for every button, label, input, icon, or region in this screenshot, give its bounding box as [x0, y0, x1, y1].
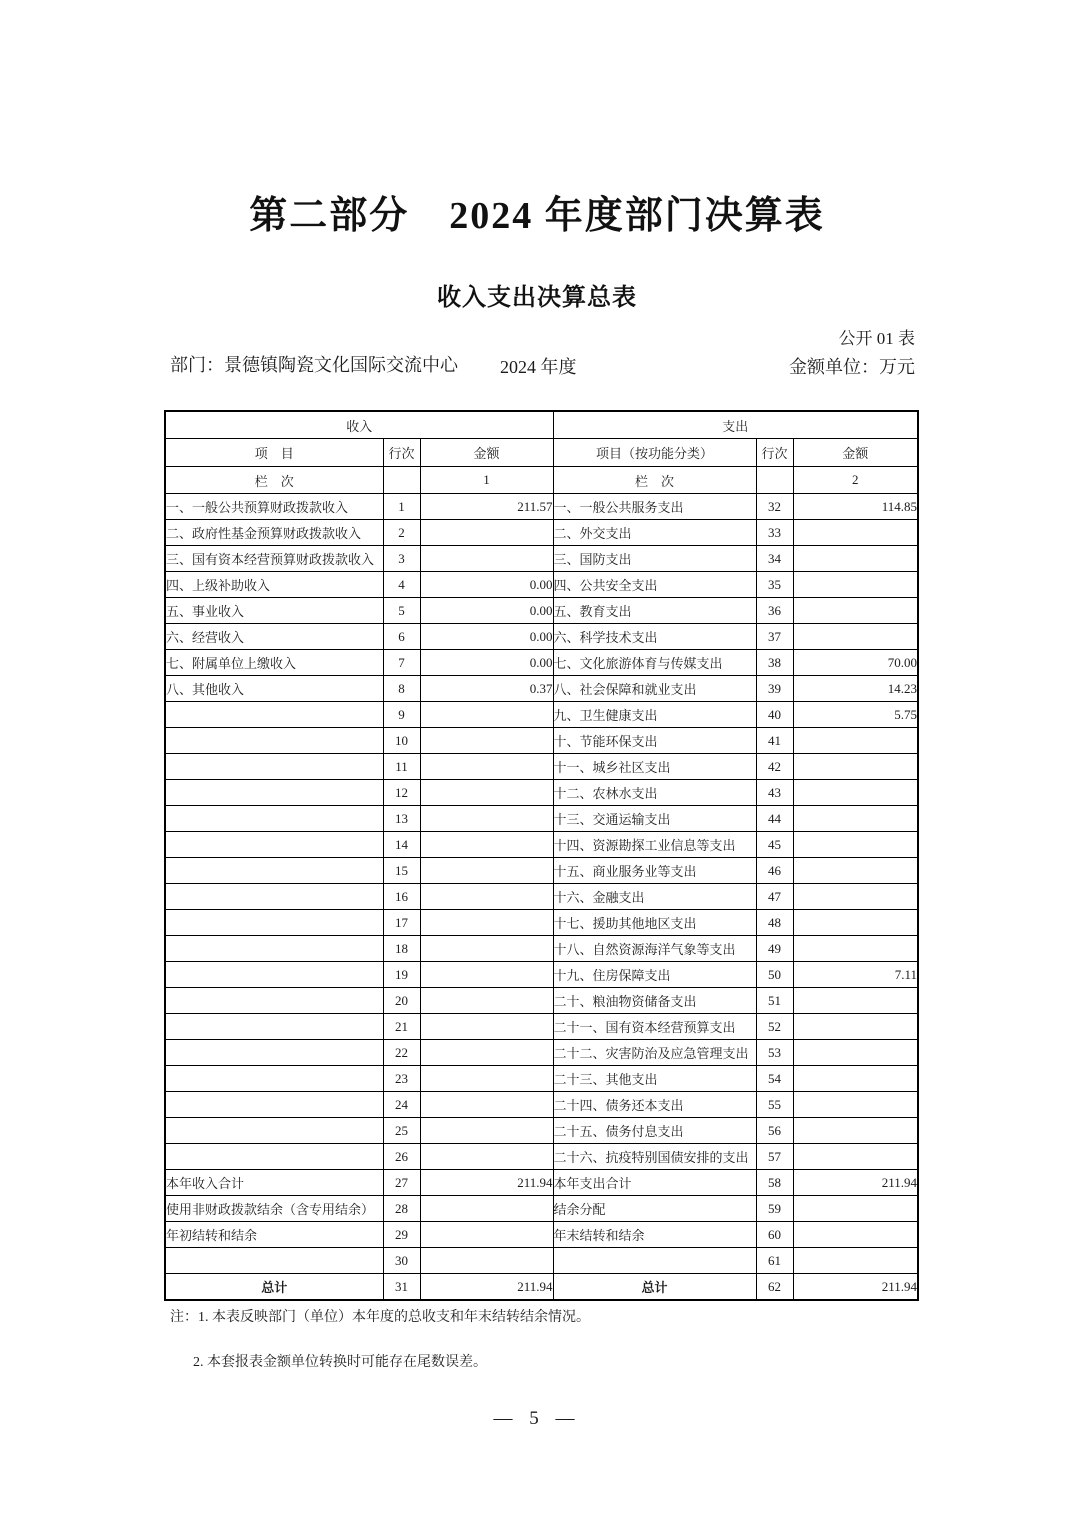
expense-amount-cell — [793, 936, 918, 962]
income-section-header: 收入 — [165, 411, 553, 439]
expense-amount-cell — [793, 1066, 918, 1092]
income-line-no-cell: 12 — [383, 780, 420, 806]
expense-line-no-cell: 36 — [756, 598, 793, 624]
income-amount-cell: 0.00 — [420, 624, 553, 650]
expense-item-cell: 十四、资源勘探工业信息等支出 — [553, 832, 756, 858]
income-line-no-cell: 1 — [383, 494, 420, 520]
income-item-cell — [165, 806, 383, 832]
expense-line-no-cell: 44 — [756, 806, 793, 832]
expense-amount-cell — [793, 572, 918, 598]
income-line-no-cell: 28 — [383, 1196, 420, 1222]
income-line-no-cell: 3 — [383, 546, 420, 572]
expense-amount-cell: 211.94 — [793, 1170, 918, 1196]
table-row — [165, 1274, 918, 1301]
income-amount-cell — [420, 1248, 553, 1274]
income-line-no-cell: 25 — [383, 1118, 420, 1144]
income-line-no-cell: 16 — [383, 884, 420, 910]
income-amount-cell — [420, 910, 553, 936]
income-amount-cell — [420, 754, 553, 780]
expense-line-no-cell: 41 — [756, 728, 793, 754]
expense-amount-header: 金额 — [793, 439, 918, 467]
expense-item-cell: 八、社会保障和就业支出 — [553, 676, 756, 702]
expense-amount-cell — [793, 728, 918, 754]
table-row — [165, 702, 918, 728]
income-amount-cell — [420, 832, 553, 858]
expense-line-no-cell: 53 — [756, 1040, 793, 1066]
income-amount-cell — [420, 546, 553, 572]
expense-line-no-cell: 62 — [756, 1274, 793, 1301]
income-amount-cell — [420, 1118, 553, 1144]
expense-item-cell — [553, 1248, 756, 1274]
expense-item-cell: 二十五、债务付息支出 — [553, 1118, 756, 1144]
table-body — [165, 494, 918, 1301]
income-amount-cell — [420, 1092, 553, 1118]
expense-item-cell: 七、文化旅游体育与传媒支出 — [553, 650, 756, 676]
income-amount-cell — [420, 962, 553, 988]
table-row — [165, 1092, 918, 1118]
expense-item-cell: 十七、援助其他地区支出 — [553, 910, 756, 936]
income-item-cell: 七、附属单位上缴收入 — [165, 650, 383, 676]
expense-line-no-cell: 49 — [756, 936, 793, 962]
income-item-cell — [165, 728, 383, 754]
expense-line-no-cell: 40 — [756, 702, 793, 728]
expense-line-no-cell: 32 — [756, 494, 793, 520]
income-item-cell: 三、国有资本经营预算财政拨款收入 — [165, 546, 383, 572]
expense-item-cell: 二十一、国有资本经营预算支出 — [553, 1014, 756, 1040]
table-row — [165, 1144, 918, 1170]
expense-item-cell: 十三、交通运输支出 — [553, 806, 756, 832]
expense-item-cell: 十二、农林水支出 — [553, 780, 756, 806]
table-row — [165, 988, 918, 1014]
expense-line-no-cell: 47 — [756, 884, 793, 910]
expense-item-cell: 三、国防支出 — [553, 546, 756, 572]
income-amount-cell — [420, 1014, 553, 1040]
expense-column-number: 2 — [793, 467, 918, 494]
income-line-no-cell: 8 — [383, 676, 420, 702]
expense-amount-cell — [793, 910, 918, 936]
expense-line-no-cell: 59 — [756, 1196, 793, 1222]
expense-line-no-cell: 50 — [756, 962, 793, 988]
income-line-no-header: 行次 — [383, 439, 420, 467]
expense-item-header: 项目（按功能分类） — [553, 439, 756, 467]
expense-line-no-cell: 60 — [756, 1222, 793, 1248]
income-amount-cell — [420, 858, 553, 884]
expense-amount-cell — [793, 1118, 918, 1144]
income-line-no-cell: 21 — [383, 1014, 420, 1040]
income-item-cell — [165, 962, 383, 988]
income-item-cell — [165, 1014, 383, 1040]
income-amount-cell — [420, 884, 553, 910]
expense-amount-cell: 70.00 — [793, 650, 918, 676]
income-item-cell — [165, 988, 383, 1014]
income-item-header: 项 目 — [165, 439, 383, 467]
expense-amount-cell: 5.75 — [793, 702, 918, 728]
expense-line-no-cell: 51 — [756, 988, 793, 1014]
income-line-no-cell: 23 — [383, 1066, 420, 1092]
table-row — [165, 884, 918, 910]
expense-amount-cell — [793, 780, 918, 806]
expense-amount-cell: 211.94 — [793, 1274, 918, 1301]
income-amount-cell — [420, 520, 553, 546]
income-item-cell: 本年收入合计 — [165, 1170, 383, 1196]
income-line-no-cell: 30 — [383, 1248, 420, 1274]
expense-item-cell: 二十、粮油物资储备支出 — [553, 988, 756, 1014]
table-row — [165, 676, 918, 702]
part-title: 第二部分 2024 年度部门决算表 — [249, 195, 825, 237]
income-amount-header: 金额 — [420, 439, 553, 467]
income-line-no-cell: 7 — [383, 650, 420, 676]
expense-amount-cell — [793, 806, 918, 832]
page-number: — 5 — — [493, 1408, 581, 1429]
income-line-no-cell: 19 — [383, 962, 420, 988]
income-amount-cell — [420, 936, 553, 962]
income-amount-cell: 0.00 — [420, 572, 553, 598]
expense-line-no-cell: 34 — [756, 546, 793, 572]
income-item-cell — [165, 1040, 383, 1066]
income-column-number: 1 — [420, 467, 553, 494]
amount-unit-label: 金额单位：万元 — [789, 357, 915, 377]
income-item-cell: 一、一般公共预算财政拨款收入 — [165, 494, 383, 520]
income-line-no-cell: 26 — [383, 1144, 420, 1170]
table-row — [165, 1196, 918, 1222]
expense-amount-cell — [793, 1040, 918, 1066]
table-row — [165, 650, 918, 676]
income-line-no-cell: 20 — [383, 988, 420, 1014]
income-item-cell — [165, 858, 383, 884]
table-row — [165, 1118, 918, 1144]
income-item-cell: 六、经营收入 — [165, 624, 383, 650]
income-amount-cell — [420, 988, 553, 1014]
income-line-no-cell: 5 — [383, 598, 420, 624]
expense-amount-cell — [793, 1222, 918, 1248]
expense-amount-cell — [793, 1144, 918, 1170]
expense-line-no-cell: 45 — [756, 832, 793, 858]
income-item-cell: 二、政府性基金预算财政拨款收入 — [165, 520, 383, 546]
expense-line-no-cell: 33 — [756, 520, 793, 546]
income-line-no-cell: 2 — [383, 520, 420, 546]
expense-item-cell: 一、一般公共服务支出 — [553, 494, 756, 520]
income-amount-cell — [420, 1222, 553, 1248]
income-amount-cell — [420, 702, 553, 728]
expense-amount-cell: 7.11 — [793, 962, 918, 988]
expense-item-cell: 十八、自然资源海洋气象等支出 — [553, 936, 756, 962]
income-amount-cell — [420, 806, 553, 832]
expense-amount-cell: 14.23 — [793, 676, 918, 702]
expense-item-cell: 十、节能环保支出 — [553, 728, 756, 754]
income-amount-cell — [420, 728, 553, 754]
income-item-cell — [165, 884, 383, 910]
income-amount-cell: 0.37 — [420, 676, 553, 702]
income-item-cell — [165, 832, 383, 858]
expense-line-no-cell: 57 — [756, 1144, 793, 1170]
expense-amount-cell — [793, 1092, 918, 1118]
income-item-cell: 五、事业收入 — [165, 598, 383, 624]
expense-amount-cell — [793, 832, 918, 858]
expense-amount-cell — [793, 988, 918, 1014]
expense-line-no-cell: 39 — [756, 676, 793, 702]
income-lanci-label: 栏 次 — [165, 467, 383, 494]
expense-line-no-cell: 42 — [756, 754, 793, 780]
income-line-no-cell: 13 — [383, 806, 420, 832]
expense-amount-cell — [793, 1248, 918, 1274]
table-row — [165, 1014, 918, 1040]
table-row — [165, 1248, 918, 1274]
income-item-cell — [165, 1248, 383, 1274]
income-item-cell — [165, 1118, 383, 1144]
expense-item-cell: 六、科学技术支出 — [553, 624, 756, 650]
income-line-no-cell: 18 — [383, 936, 420, 962]
income-line-no-cell: 11 — [383, 754, 420, 780]
table-row — [165, 910, 918, 936]
expense-line-no-cell: 37 — [756, 624, 793, 650]
expense-item-cell: 二十三、其他支出 — [553, 1066, 756, 1092]
income-line-no-cell: 24 — [383, 1092, 420, 1118]
expense-line-no-cell: 48 — [756, 910, 793, 936]
income-amount-cell — [420, 1066, 553, 1092]
fiscal-year-label: 2024 年度 — [500, 357, 577, 377]
table-row — [165, 624, 918, 650]
table-row — [165, 780, 918, 806]
table-row — [165, 494, 918, 520]
expense-item-cell: 二十二、灾害防治及应急管理支出 — [553, 1040, 756, 1066]
expense-amount-cell — [793, 858, 918, 884]
expense-lanci-blank — [756, 467, 793, 494]
income-line-no-cell: 4 — [383, 572, 420, 598]
expense-amount-cell — [793, 884, 918, 910]
income-item-cell — [165, 1092, 383, 1118]
income-item-cell: 年初结转和结余 — [165, 1222, 383, 1248]
income-amount-cell — [420, 1144, 553, 1170]
income-item-cell — [165, 910, 383, 936]
expense-line-no-cell: 55 — [756, 1092, 793, 1118]
income-line-no-cell: 14 — [383, 832, 420, 858]
expense-line-no-cell: 58 — [756, 1170, 793, 1196]
expense-item-cell: 五、教育支出 — [553, 598, 756, 624]
table-row — [165, 1222, 918, 1248]
table-row — [165, 1170, 918, 1196]
expense-item-cell: 十一、城乡社区支出 — [553, 754, 756, 780]
income-line-no-cell: 31 — [383, 1274, 420, 1301]
expense-item-cell: 二十四、债务还本支出 — [553, 1092, 756, 1118]
table-row — [165, 1066, 918, 1092]
table-row — [165, 572, 918, 598]
income-item-cell — [165, 780, 383, 806]
income-amount-cell — [420, 780, 553, 806]
department-label: 部门：景德镇陶瓷文化国际交流中心 — [170, 355, 458, 375]
expense-amount-cell: 114.85 — [793, 494, 918, 520]
income-amount-cell: 0.00 — [420, 650, 553, 676]
table-row — [165, 936, 918, 962]
expense-amount-cell — [793, 520, 918, 546]
income-item-cell — [165, 754, 383, 780]
expense-line-no-cell: 43 — [756, 780, 793, 806]
income-line-no-cell: 22 — [383, 1040, 420, 1066]
expense-line-no-cell: 54 — [756, 1066, 793, 1092]
expense-item-cell: 总计 — [553, 1274, 756, 1301]
income-item-cell — [165, 1066, 383, 1092]
expense-amount-cell — [793, 624, 918, 650]
income-item-cell: 四、上级补助收入 — [165, 572, 383, 598]
table-row — [165, 728, 918, 754]
income-lanci-blank — [383, 467, 420, 494]
note-1: 注：1. 本表反映部门（单位）本年度的总收支和年末结转结余情况。 — [170, 1310, 590, 1325]
expense-amount-cell — [793, 598, 918, 624]
expense-amount-cell — [793, 546, 918, 572]
table-row — [165, 520, 918, 546]
page-title: 收入支出决算总表 — [437, 285, 637, 311]
income-amount-cell: 211.57 — [420, 494, 553, 520]
public-table-number: 公开 01 表 — [838, 329, 915, 348]
expense-line-no-cell: 61 — [756, 1248, 793, 1274]
table-row — [165, 832, 918, 858]
expense-item-cell: 九、卫生健康支出 — [553, 702, 756, 728]
expense-amount-cell — [793, 1014, 918, 1040]
income-line-no-cell: 27 — [383, 1170, 420, 1196]
column-header-row — [165, 439, 918, 467]
income-line-no-cell: 17 — [383, 910, 420, 936]
expense-item-cell: 结余分配 — [553, 1196, 756, 1222]
income-line-no-cell: 15 — [383, 858, 420, 884]
expense-line-no-cell: 35 — [756, 572, 793, 598]
income-amount-cell — [420, 1196, 553, 1222]
table-row — [165, 858, 918, 884]
income-amount-cell: 0.00 — [420, 598, 553, 624]
income-amount-cell — [420, 1040, 553, 1066]
income-item-cell — [165, 1144, 383, 1170]
income-item-cell: 总计 — [165, 1274, 383, 1301]
table-row — [165, 754, 918, 780]
income-expense-summary-table — [164, 410, 919, 1301]
income-item-cell — [165, 936, 383, 962]
table-row — [165, 806, 918, 832]
expense-lanci-label: 栏 次 — [553, 467, 756, 494]
income-item-cell: 八、其他收入 — [165, 676, 383, 702]
expense-item-cell: 年末结转和结余 — [553, 1222, 756, 1248]
income-item-cell: 使用非财政拨款结余（含专用结余） — [165, 1196, 383, 1222]
table-row — [165, 598, 918, 624]
income-line-no-cell: 29 — [383, 1222, 420, 1248]
expense-line-no-cell: 38 — [756, 650, 793, 676]
expense-item-cell: 二十六、抗疫特别国债安排的支出 — [553, 1144, 756, 1170]
expense-item-cell: 十五、商业服务业等支出 — [553, 858, 756, 884]
income-line-no-cell: 9 — [383, 702, 420, 728]
expense-line-no-cell: 52 — [756, 1014, 793, 1040]
column-number-row — [165, 467, 918, 494]
table-row — [165, 546, 918, 572]
expense-item-cell: 四、公共安全支出 — [553, 572, 756, 598]
expense-line-no-header: 行次 — [756, 439, 793, 467]
note-2: 2. 本套报表金额单位转换时可能存在尾数误差。 — [193, 1355, 487, 1370]
expense-item-cell: 十九、住房保障支出 — [553, 962, 756, 988]
expense-item-cell: 二、外交支出 — [553, 520, 756, 546]
expense-item-cell: 十六、金融支出 — [553, 884, 756, 910]
income-amount-cell: 211.94 — [420, 1170, 553, 1196]
expense-item-cell: 本年支出合计 — [553, 1170, 756, 1196]
section-header-row — [165, 411, 918, 439]
income-item-cell — [165, 702, 383, 728]
table-row — [165, 962, 918, 988]
expense-line-no-cell: 46 — [756, 858, 793, 884]
income-line-no-cell: 6 — [383, 624, 420, 650]
expense-amount-cell — [793, 1196, 918, 1222]
income-line-no-cell: 10 — [383, 728, 420, 754]
table-row — [165, 1040, 918, 1066]
income-amount-cell: 211.94 — [420, 1274, 553, 1301]
expense-section-header: 支出 — [553, 411, 918, 439]
expense-line-no-cell: 56 — [756, 1118, 793, 1144]
expense-amount-cell — [793, 754, 918, 780]
